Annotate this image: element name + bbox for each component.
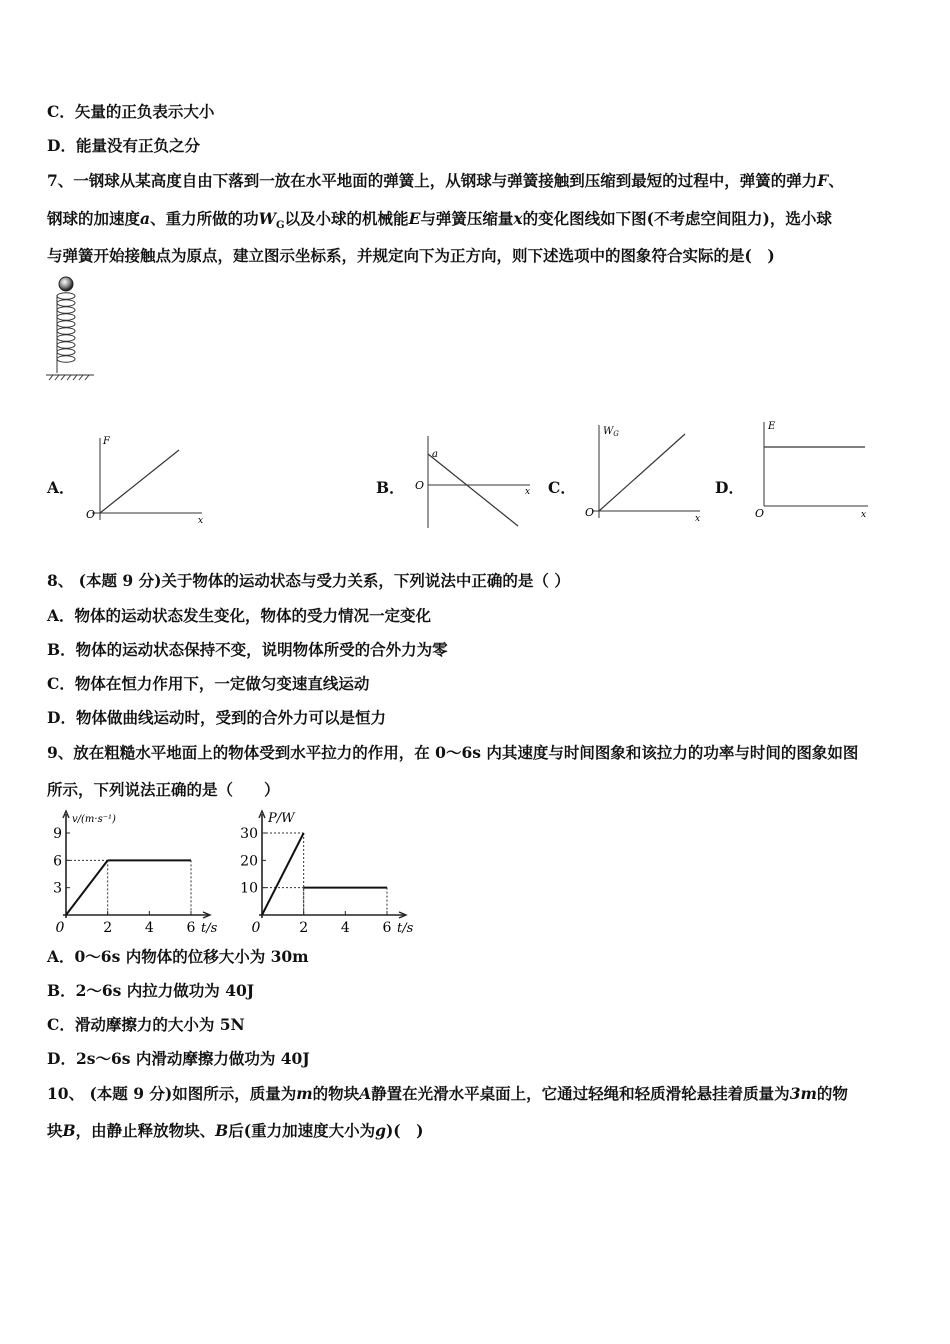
q8-stem: 8、 (本题 9 分)关于物体的运动状态与受力关系，下列说法中正确的是（ ） [47,571,570,590]
q7-graph-d [750,418,875,528]
q8-option-b: B．物体的运动状态保持不变，说明物体所受的合外力为零 [47,640,448,659]
q8-option-c: C．物体在恒力作用下，一定做匀变速直线运动 [47,674,370,693]
q6-option-c: C．矢量的正负表示大小 [47,102,215,121]
q10-text: 后(重力加速度大小为 [228,1121,376,1140]
q9-stem-line2: 所示，下列说法正确的是（ ） [47,780,280,799]
y-tick-label: 9 [53,826,62,842]
q9-power-chart [240,808,415,936]
y-axis-label: P/W [268,811,295,826]
a-line [428,454,518,526]
q7-text: 、重力所做的功 [150,209,259,228]
w-line [599,434,685,511]
q10-text: 10、 (本题 9 分)如图所示，质量为 [47,1084,297,1103]
origin-label: O [585,506,595,519]
x-tick-label: 2 [103,920,113,936]
steel-ball [59,277,73,291]
x-axis-label: x [198,516,204,526]
x-tick-label: 6 [382,920,392,936]
q7-graph-c [582,420,707,530]
spring-ball-figure [44,274,99,384]
q7-text: 的变化图线如下图(不考虑空间阻力)，选小球 [522,209,832,228]
q10-var-b: B [215,1121,229,1140]
q7-stem-line2 [47,209,832,236]
q7-option-c-label: C． [548,478,576,497]
x-axis-label: x [695,514,701,524]
y-tick-label: 10 [240,880,258,897]
q10-stem-line2 [47,1121,423,1141]
q6-option-d: D．能量没有正负之分 [47,136,200,155]
q7-text: 7、一钢球从某高度自由下落到一放在水平地面的弹簧上，从钢球与弹簧接触到压缩到最短的过程中，弹簧的弹力 [47,171,818,190]
q10-var-m: m [296,1084,313,1103]
origin-label: O [755,507,765,520]
ground-hatch [46,375,94,380]
q7-text: 以及小球的机械能 [284,209,409,228]
x-axis-label: x [525,487,531,497]
y-axis-label: F [103,436,110,447]
q7-var-w: W [258,209,276,228]
x-tick-label: 0 [251,920,261,936]
q9-velocity-chart [44,808,219,936]
y-axis-label: v/(m·s⁻¹) [72,814,116,825]
q9-option-d: D．2s～6s 内滑动摩擦力做功为 40J [47,1049,310,1068]
q10-var-g: g [375,1121,386,1140]
q7-option-d-label: D． [715,478,744,497]
x-tick-label: 6 [186,920,196,936]
f-line [100,450,179,513]
q7-var-a: a [140,209,151,228]
x-axis-label: t/s [201,921,218,936]
origin-label: O [415,479,425,492]
origin-label: O [86,508,96,521]
q7-var-f: F [817,171,829,190]
x-tick-label: 4 [340,920,350,936]
q7-graph-b [410,430,540,530]
y-tick-label: 6 [53,853,62,870]
y-tick-label: 20 [240,853,258,870]
q7-text: 与弹簧压缩量 [420,209,514,228]
x-tick-label: 0 [55,920,65,936]
x-tick-label: 4 [144,920,154,936]
y-tick-label: 30 [240,826,258,842]
q7-var-e: E [408,209,421,228]
q10-var-a: A [359,1084,372,1103]
q10-val-3m: 3m [789,1084,817,1103]
y-axis-label: E [768,421,776,432]
q10-text: )( ) [385,1121,424,1140]
data-segment [262,833,304,915]
q8-option-a: A．物体的运动状态发生变化，物体的受力情况一定变化 [47,606,432,625]
q7-graph-a [82,430,217,530]
q7-var-x: x [513,209,523,228]
q7-option-b-label: B． [376,478,405,497]
y-tick-label: 3 [53,880,62,897]
q10-text: 块 [47,1121,63,1140]
q9-option-c: C．滑动摩擦力的大小为 5N [47,1015,245,1034]
q10-stem-line1 [47,1084,848,1104]
q9-stem-line1: 9、放在粗糙水平地面上的物体受到水平拉力的作用，在 0～6s 内其速度与时间图象和该拉力的功率与时间的图象如图 [47,743,859,762]
q10-var-b: B [62,1121,76,1140]
q9-option-a: A．0～6s 内物体的位移大小为 30m [47,947,309,966]
spring-coil [57,293,75,373]
y-axis-label: a [432,449,438,460]
q10-text: ，由静止释放物块、 [75,1121,216,1140]
q9-option-b: B．2～6s 内拉力做功为 40J [47,981,255,1000]
y-axis-label: $W_G$ [603,426,619,438]
q7-stem-line3: 与弹簧开始接触点为原点，建立图示坐标系，并规定向下为正方向，则下述选项中的图象符合实际的是( ) [47,246,775,265]
x-tick-label: 2 [299,920,309,936]
data-segment [66,860,108,915]
q7-text: 、 [828,171,844,190]
q7-stem-line1 [47,171,844,191]
x-axis-label: t/s [397,921,414,936]
x-axis-label: x [861,510,867,520]
q10-text: 静置在光滑水平桌面上，它通过轻绳和轻质滑轮悬挂着质量为 [371,1084,790,1103]
q7-option-a-label: A． [47,478,75,497]
q7-sub-g: G [276,220,285,232]
q7-text: 钢球的加速度 [47,209,141,228]
q10-text: 的物块 [312,1084,360,1103]
q8-option-d: D．物体做曲线运动时，受到的合外力可以是恒力 [47,708,386,727]
q10-text: 的物 [816,1084,848,1103]
